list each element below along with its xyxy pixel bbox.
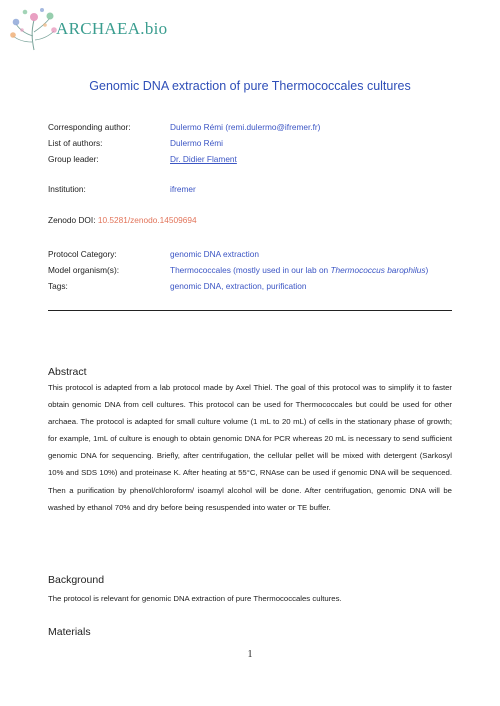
background-heading: Background: [48, 574, 105, 586]
tags-value: genomic DNA, extraction, purification: [170, 281, 307, 291]
page-title: Genomic DNA extraction of pure Thermococcales cultures: [89, 79, 411, 93]
abstract-text: This protocol is adapted from a lab protocol made by Axel Thiel. The goal of this protocol was to simplify it to faster obtain genomic DNA from cell cultures. This protocol can be used for Thermococcales but could be used for other archaea. The protocol is adapted for small culture volume (1 mL to 20 mL) of cells in the stationary phase of growth; for example, 1mL of culture is enough to obtain genomic DNA for PCR whereas 20 mL is necessary to send sufficient genomic DNA for sequencing. Briefly, after centrifugation, the cellular pellet will be mixed with detergent (Sarkosyl 10% and SDS 10%) and proteinase K. After heating at 55°C, RNAse can be used if genomic DNA will be sequenced. Then a purification by phenol/chloroform/ isoamyl alcohol will be done. After centrifugation, genomic DNA will be washed by ethanol 70% and dry before being resuspended into water or TE buffer.: [48, 383, 452, 512]
logo-text: ARCHAEA.bio: [56, 19, 168, 38]
flower-logo-icon: [10, 6, 58, 52]
meta-label: Tags:: [48, 281, 68, 291]
meta-label: Corresponding author:: [48, 122, 131, 132]
meta-label: Institution:: [48, 184, 86, 194]
doi-link[interactable]: 10.5281/zenodo.14509694: [97, 215, 197, 225]
meta-zenodo-doi: [48, 215, 197, 225]
abstract-heading: Abstract: [48, 366, 87, 378]
model-organism-prefix: Thermococcales (mostly used in our lab on: [170, 265, 331, 275]
archaea-logo: [10, 6, 170, 52]
meta-label: Protocol Category:: [48, 249, 117, 259]
meta-label: List of authors:: [48, 138, 103, 148]
model-organism-value: [170, 265, 428, 275]
page-number: 1: [247, 649, 253, 660]
model-organism-species: Thermococcus barophilus: [330, 265, 426, 275]
group-leader-link[interactable]: Dr. Didier Flament: [170, 154, 237, 164]
model-organism-suffix: ): [425, 265, 429, 275]
materials-heading: Materials: [48, 626, 91, 638]
corresponding-author-value[interactable]: Dulermo Rémi (remi.dulermo@ifremer.fr): [170, 122, 321, 132]
institution-value: ifremer: [170, 184, 196, 194]
background-text: The protocol is relevant for genomic DNA extraction of pure Thermococcales cultures.: [48, 594, 342, 603]
meta-label: Group leader:: [48, 154, 99, 164]
protocol-category-value: genomic DNA extraction: [170, 249, 260, 259]
section-divider: [48, 310, 452, 311]
doi-label: Zenodo DOI:: [48, 215, 96, 225]
meta-label: Model organism(s):: [48, 265, 120, 275]
list-of-authors-value: Dulermo Rémi: [170, 138, 224, 148]
